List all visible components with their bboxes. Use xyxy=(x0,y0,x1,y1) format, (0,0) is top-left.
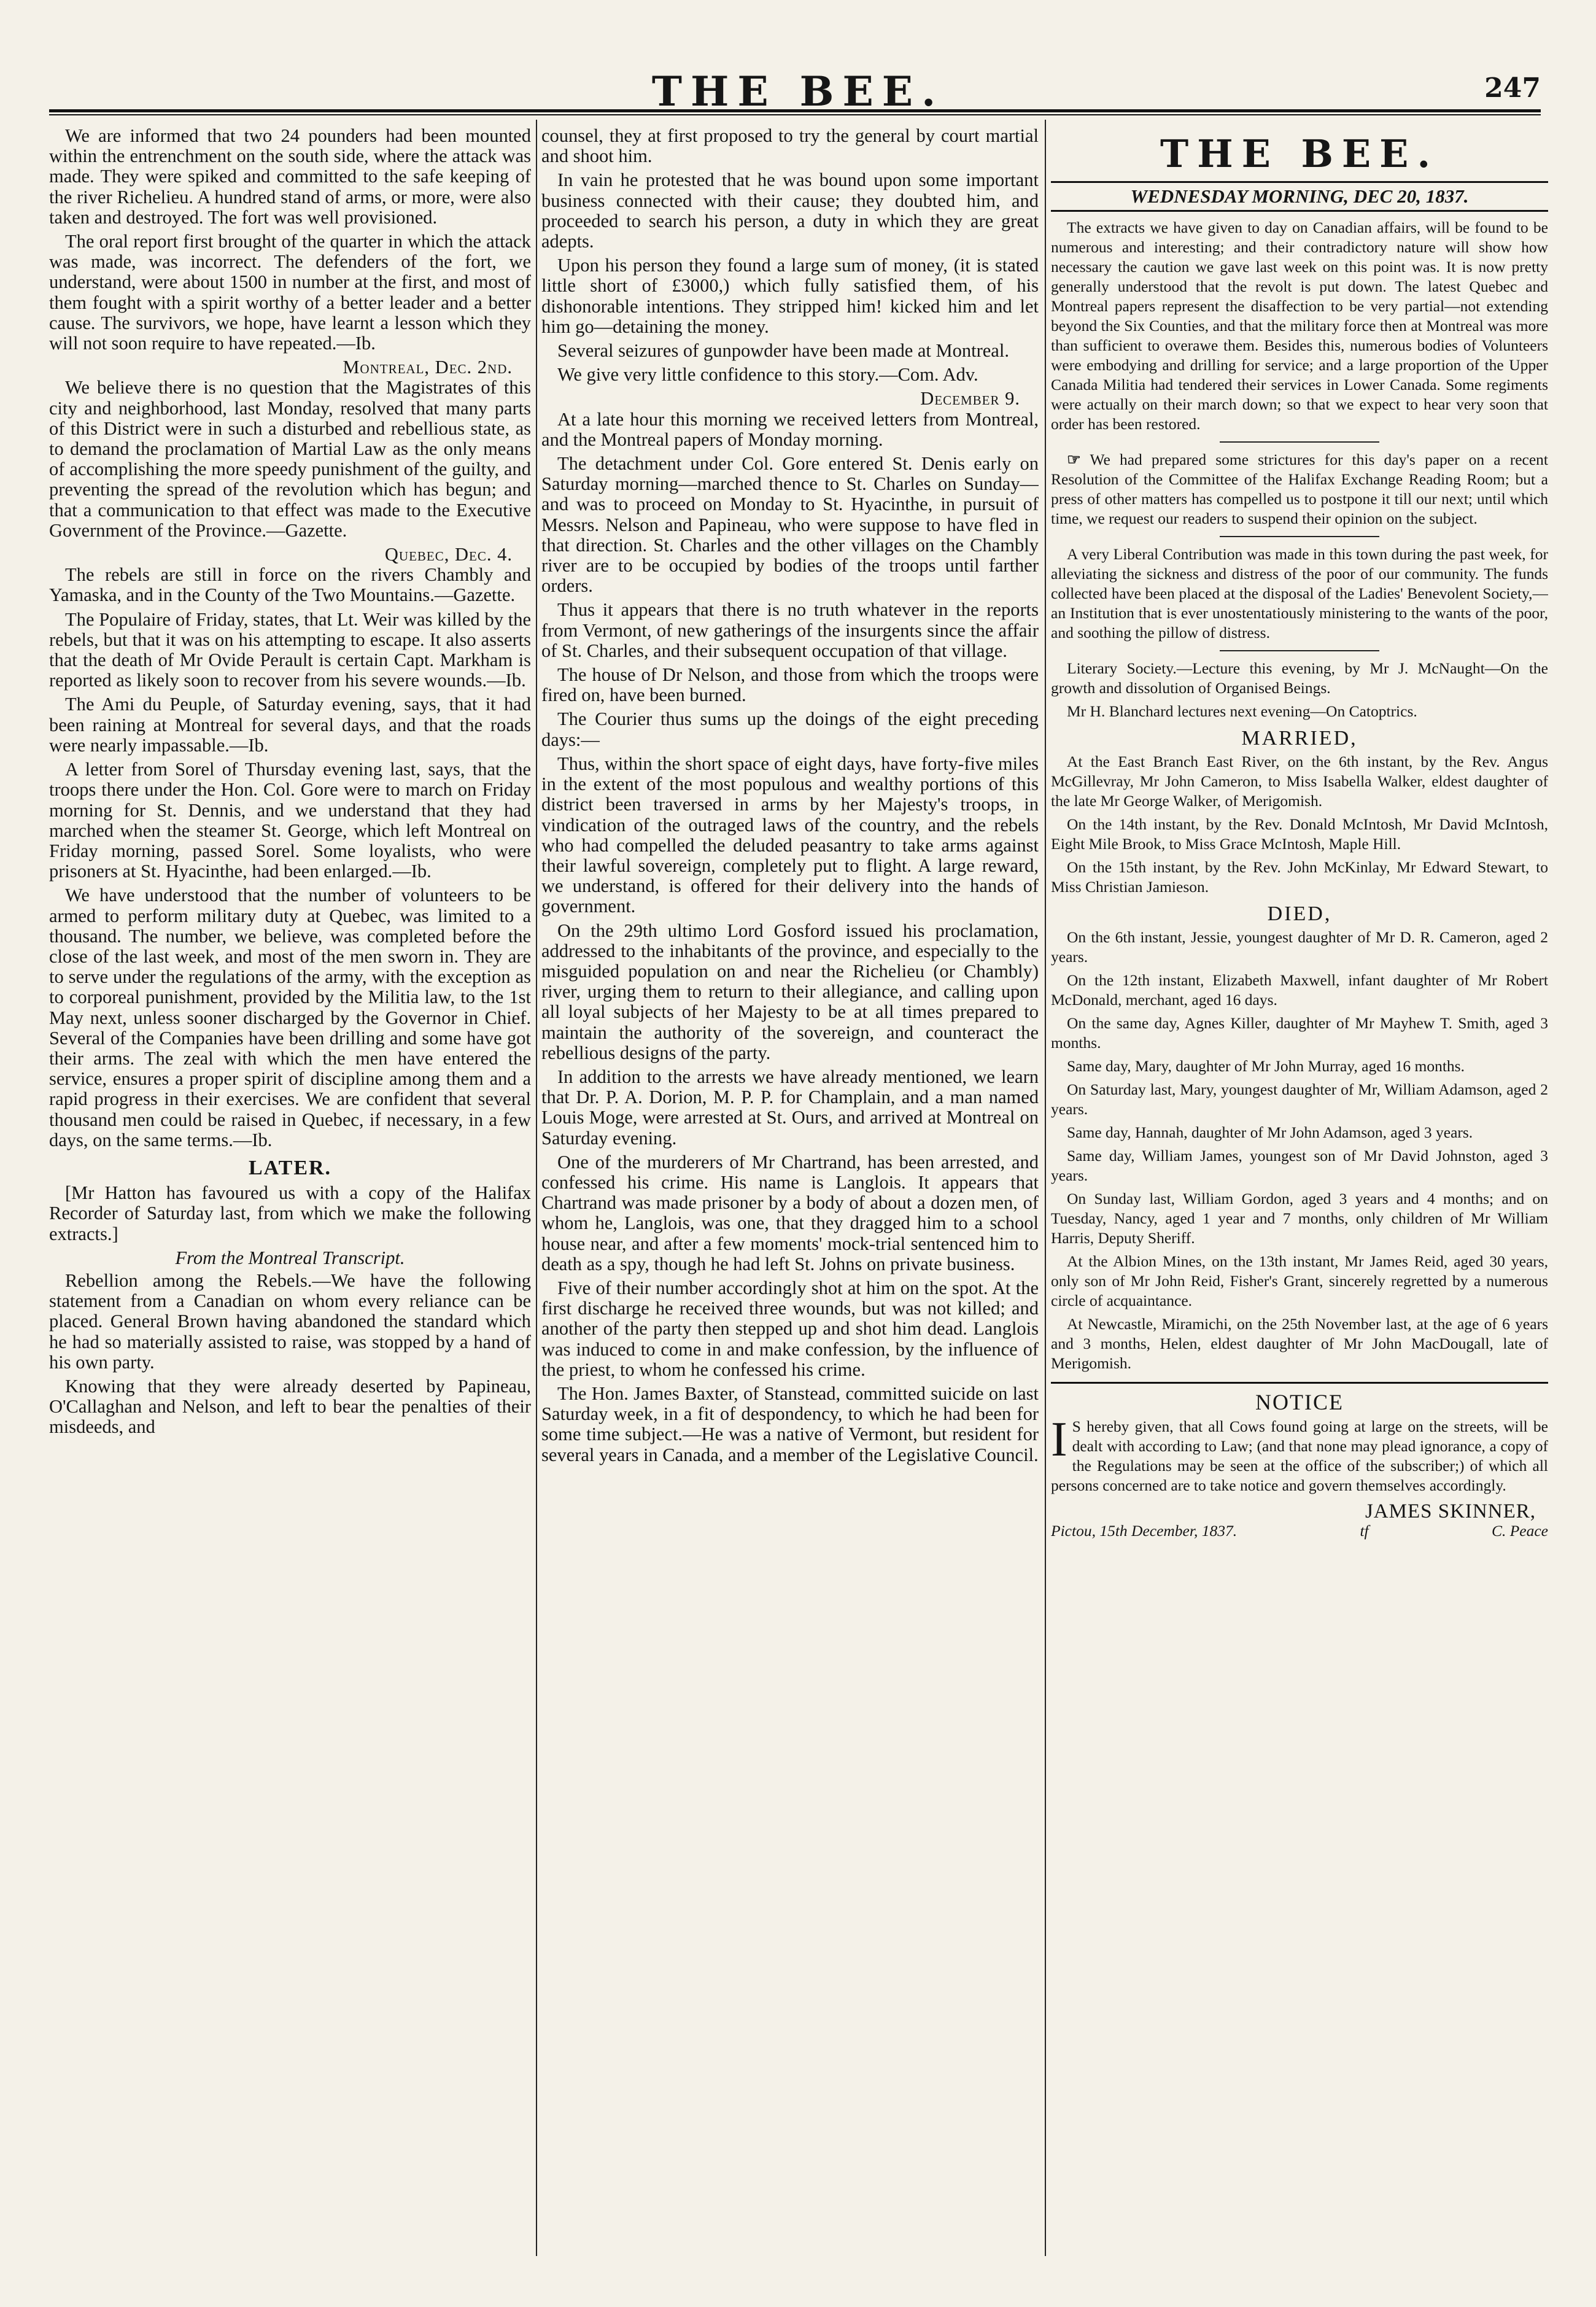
editorial-paragraph: The extracts we have given to day on Canadian affairs, will be found to be numerous and interesting; and their contradictory nature will show how necessary the caution we gave last week on this point was. It is now pretty generally understood that the revolt is put down. The latest Quebec and Montreal papers represent the disaffection to be very partial—not extending beyond the Six Counties, and that the military force then at Montreal was more than sufficient to overawe them. Besides this, numerous bodies of Volunteers were embodying and drilling for service; and a large proportion of the Upper Canada Militia had tendered their services in Lower Canada. Some regiments were actually on their march down; so that we expect to hear very soon that order has been restored. xyxy=(1051,219,1548,433)
column-3 xyxy=(1051,126,1548,2274)
column-divider xyxy=(1045,120,1046,2256)
article-paragraph: Thus it appears that there is no truth whatever in the reports from Vermont, of new gatherings of the insurgents since the affair of St. Charles, and their subsequent occupation of that village. xyxy=(541,599,1039,661)
article-paragraph: Five of their number accordingly shot at him on the spot. At the first discharge he received three wounds, but was not killed; and another of the party then stepped up and shot him dead. Langlois was induced to come in and make confession, by the influence of the priest, to whom he confessed his crime. xyxy=(541,1277,1039,1380)
notice-body xyxy=(1051,1413,1548,1495)
article-paragraph: Thus, within the short space of eight days, have forty-five miles in the extent of the most populous and wealthy portions of this district been traversed in arms by her Majesty's troops, in vindication of the outraged laws of the country, and the rebels who had compelled the deluded peasantry to take arms against their lawful sovereign, completely put to flight. A large reward, we understand, is offered for their delivery into the hands of government. xyxy=(541,753,1039,917)
article-paragraph: We believe there is no question that the Magistrates of this city and neighborhood, last Monday, resolved that many parts of this District were in such a disturbed and rebellious state, as to demand the proclamation of Martial Law as the only means of accomplishing the more speedy punishment of the guilty, and preventing the spread of the revolution which has begun; and that a communication to that effect was made to the Executive Government of the Province.—Gazette. xyxy=(49,377,531,541)
married-heading: MARRIED, xyxy=(1241,727,1358,750)
article-paragraph: In addition to the arrests we have already mentioned, we learn that Dr. P. A. Dorion, M. P. P. for Champlain, and a man named Louis Moge, were arrested at St. Ours, and arrived at Montreal on Saturday evening. xyxy=(541,1066,1039,1149)
divider xyxy=(1220,441,1379,443)
article-paragraph: A letter from Sorel of Thursday evening last, says, that the troops there under the Hon. Col. Gore were to march on Friday morning for St. Dennis, and we understand that they had marched when the steamer St. George, which left Montreal on Friday morning, passed Sorel. Some loyalists, who were prisoners at St. Hyacinthe, had been enlarged.—Ib. xyxy=(49,759,531,882)
marriage-notice: At the East Branch East River, on the 6th instant, by the Rev. Angus McGillevray, Mr John Cameron, to Miss Isabella Walker, eldest daughter of the late Mr George Walker, of Merigomish. xyxy=(1051,753,1548,810)
column-divider xyxy=(536,120,537,2256)
notice-heading: NOTICE xyxy=(1255,1390,1344,1414)
dateline: Quebec, Dec. 4. xyxy=(384,544,513,565)
article-paragraph: In vain he protested that he was bound upon some important business connected with their cause; they doubted him, and proceeded to search his person, a duty in which they are great adepts. xyxy=(541,169,1039,252)
article-paragraph: The rebels are still in force on the rivers Chambly and Yamaska, and in the County of the Two Mountains.—Gazette. xyxy=(49,564,531,606)
article-paragraph: We have understood that the number of volunteers to be armed to perform military duty at Quebec, was limited to a thousand. The number, we believe, was completed before the close of the last week, and most of the men sworn in. They are to serve under the regulations of the army, with the exception as to corporeal punishment, provided by the Militia law, to the 1st May next, unless sooner discharged by the Governor in Chief. Several of the Companies have been drilling and some have got their arms. The zeal with which the men have entered the service, ensures a proper spirit of discipline among them and a rapid progress in their exercises. We are confident that several thousand men could be raised in Quebec, if necessary, in a few days, on the same terms.—Ib. xyxy=(49,885,531,1150)
notice-signature: JAMES SKINNER, xyxy=(1365,1500,1536,1522)
paper-title: THE BEE. xyxy=(1160,131,1439,176)
article-paragraph: The Courier thus sums up the doings of the eight preceding days:— xyxy=(541,708,1039,750)
contribution-paragraph: A very Liberal Contribution was made in this town during the past week, for alleviating the sickness and distress of the poor of our community. The funds collected have been placed at the disposal of the Ladies' Benevolent Society,—an Institution that is ever unostentatiously ministering to the wants of the poor, and soothing the pillow of distress. xyxy=(1051,545,1548,642)
article-paragraph: We give very little confidence to this story.—Com. Adv. xyxy=(557,364,978,386)
article-paragraph: On the 29th ultimo Lord Gosford issued his proclamation, addressed to the inhabitants of the province, and especially to the misguided population on and near the Richelieu (or Chambly) river, urging them to return to their allegiance, and calling upon all loyal subjects of her Majesty to be at all times prepared to maintain the authority of the sovereign, and counteract the rebellious designs of the party. xyxy=(541,920,1039,1063)
literary-society-notice: Literary Society.—Lecture this evening, by Mr J. McNaught—On the growth and dissolution of Organised Beings. xyxy=(1051,659,1548,697)
death-notice: Same day, Mary, daughter of Mr John Murray, aged 16 months. xyxy=(1067,1057,1465,1075)
death-notice: On the 6th instant, Jessie, youngest daughter of Mr D. R. Cameron, aged 2 years. xyxy=(1051,928,1548,966)
divider xyxy=(1220,536,1379,537)
article-paragraph: At a late hour this morning we received letters from Montreal, and the Montreal papers of Monday morning. xyxy=(541,408,1039,450)
married-list xyxy=(1051,752,1548,897)
article-paragraph: Rebellion among the Rebels.—We have the following statement from a Canadian on whom every reliance can be placed. General Brown having abandoned the standard which he had so materially assisted to raise, was stopped by a hand of his own party. xyxy=(49,1270,531,1373)
strictures-notice xyxy=(1051,450,1548,529)
article-paragraph: The house of Dr Nelson, and those from which the troops were fired on, have been burned. xyxy=(541,664,1039,706)
article-paragraph: Several seizures of gunpowder have been made at Montreal. xyxy=(557,340,1009,362)
article-paragraph: The detachment under Col. Gore entered St. Denis early on Saturday morning—marched thence to St. Charles on Sunday—and was to proceed on Monday to St. Hyacinthe, in pursuit of Messrs. Nelson and Papineau, who were suppose to have fled in that direction. St. Charles and the other villages on the Chambly river are to be occupied by bodies of the troops until farther orders. xyxy=(541,453,1039,597)
masthead-rule xyxy=(49,109,1541,115)
strictures-text: We had prepared some strictures for this day's paper on a recent Resolution of the Committee of the Halifax Exchange Reading Room; but a press of other matters has compelled us to postpone it till our next; until which time, we request our readers to suspend their opinion on the subject. xyxy=(1051,451,1548,527)
blanchard-lecture-notice: Mr H. Blanchard lectures next evening—On Catoptrics. xyxy=(1067,702,1417,720)
article-paragraph: The Ami du Peuple, of Saturday evening, says, that it had been raining at Montreal for several days, and that the roads were nearly impassable.—Ib. xyxy=(49,694,531,756)
article-paragraph: The Hon. James Baxter, of Stanstead, committed suicide on last Saturday week, in a fit of despondency, to which he had been for some time subject.—He was a native of Vermont, but resident for several years in Canada, and a member of the Legislative Council. xyxy=(541,1382,1039,1465)
drop-cap: I xyxy=(1051,1413,1067,1467)
death-notice: Same day, William James, youngest son of Mr David Johnston, aged 3 years. xyxy=(1051,1147,1548,1184)
marriage-notice: On the 15th instant, by the Rev. John McKinlay, Mr Edward Stewart, to Miss Christian Jamieson. xyxy=(1051,858,1548,896)
death-notice: On the 12th instant, Elizabeth Maxwell, infant daughter of Mr Robert McDonald, merchant, aged 16 days. xyxy=(1051,971,1548,1009)
article-paragraph: The Populaire of Friday, states, that Lt. Weir was killed by the rebels, but that it was on his attempting to escape. It also asserts that the death of Mr Ovide Perault is certain Capt. Markham is reported as likely soon to recover from his severe wounds.—Ib. xyxy=(49,608,531,691)
notice-place-date: Pictou, 15th December, 1837. xyxy=(1051,1522,1238,1540)
notice-footer xyxy=(1051,1521,1548,1541)
pointing-hand-icon: ☞ xyxy=(1067,451,1081,468)
notice-tf: tf xyxy=(1360,1522,1369,1540)
article-paragraph: Upon his person they found a large sum of money, (it is stated little short of £3000,) which fully satisfied them, of his dishonorable intentions. They stripped him! kicked him and let him go—detaining the money. xyxy=(541,255,1039,337)
marriage-notice: On the 14th instant, by the Rev. Donald McIntosh, Mr David McIntosh, Eight Mile Brook, to Miss Grace McIntosh, Maple Hill. xyxy=(1051,815,1548,853)
death-notice: On Sunday last, William Gordon, aged 3 years and 4 months; and on Tuesday, Nancy, aged 1 year and 7 months, only children of Mr William Harris, Deputy Sheriff. xyxy=(1051,1190,1548,1247)
column-2 xyxy=(541,126,1039,2274)
death-notice: On the same day, Agnes Killer, daughter of Mr Mayhew T. Smith, aged 3 months. xyxy=(1051,1014,1548,1052)
article-paragraph: We are informed that two 24 pounders had been mounted within the entrenchment on the south side, where the attack was made. They were spiked and committed to the safe keeping of the river Richelieu. A hundred stand of arms, or more, were also taken and destroyed. The fort was well provisioned. xyxy=(49,126,531,228)
notice-text: S hereby given, that all Cows found going at large on the streets, will be dealt with according to Law; (and that none may plead ignorance, a copy of the Regulations may be seen at the office of the subscriber;) of which all persons concerned are to take notice and govern themselves accordingly. xyxy=(1051,1417,1548,1494)
source-line: From the Montreal Transcript. xyxy=(175,1247,405,1268)
death-notice: At Newcastle, Miramichi, on the 25th November last, at the age of 6 years and 3 months, Helen, eldest daughter of Mr John MacDougall, late of Merigomish. xyxy=(1051,1315,1548,1372)
article-paragraph: One of the murderers of Mr Chartrand, has been arrested, and confessed his crime. His name is Langlois. It appears that Chartrand was made prisoner by a body of about a dozen men, of whom he, Langlois, was one, that they dragged him to a school house near, and after a few moments' mock-trial sentenced him to death as a spy, though he had left St. Johns on private business. xyxy=(541,1151,1039,1274)
notice-printer: C. Peace xyxy=(1491,1522,1548,1540)
page-number: 247 xyxy=(1484,72,1541,104)
death-notice: At the Albion Mines, on the 13th instant, Mr James Reid, aged 30 years, only son of Mr John Reid, Fisher's Grant, sincerely regretted by a numerous circle of acquaintance. xyxy=(1051,1252,1548,1309)
death-notice: Same day, Hannah, daughter of Mr John Adamson, aged 3 years. xyxy=(1067,1123,1473,1141)
article-paragraph: Knowing that they were already deserted by Papineau, O'Callaghan and Nelson, and left to bear the penalties of their misdeeds, and xyxy=(49,1375,531,1438)
dateline: December 9. xyxy=(920,388,1020,409)
death-notice: On Saturday last, Mary, youngest daughter of Mr, William Adamson, aged 2 years. xyxy=(1051,1080,1548,1118)
died-heading: DIED, xyxy=(1267,902,1332,925)
issue-date: WEDNESDAY MORNING, DEC 20, 1837. xyxy=(1051,181,1548,212)
masthead-title: THE BEE. xyxy=(651,68,945,115)
article-paragraph: The oral report first brought of the quarter in which the attack was made, was incorrect. The defenders of the fort, we understand, were about 1500 in number at the first, and most of them fought with a spirit worthy of a better leader and a better cause. The survivors, we hope, have learnt a lesson which they will not soon require to have repeated.—Ib. xyxy=(49,231,531,354)
died-list xyxy=(1051,928,1548,1373)
divider xyxy=(1051,1382,1548,1384)
article-paragraph: counsel, they at first proposed to try the general by court martial and shoot him. xyxy=(541,126,1039,167)
dateline: Montreal, Dec. 2nd. xyxy=(343,357,513,378)
section-heading: LATER. xyxy=(248,1156,332,1179)
article-paragraph: [Mr Hatton has favoured us with a copy of the Halifax Recorder of Saturday last, from which we make the following extracts.] xyxy=(49,1182,531,1244)
divider xyxy=(1220,650,1379,651)
column-1 xyxy=(49,126,531,2274)
